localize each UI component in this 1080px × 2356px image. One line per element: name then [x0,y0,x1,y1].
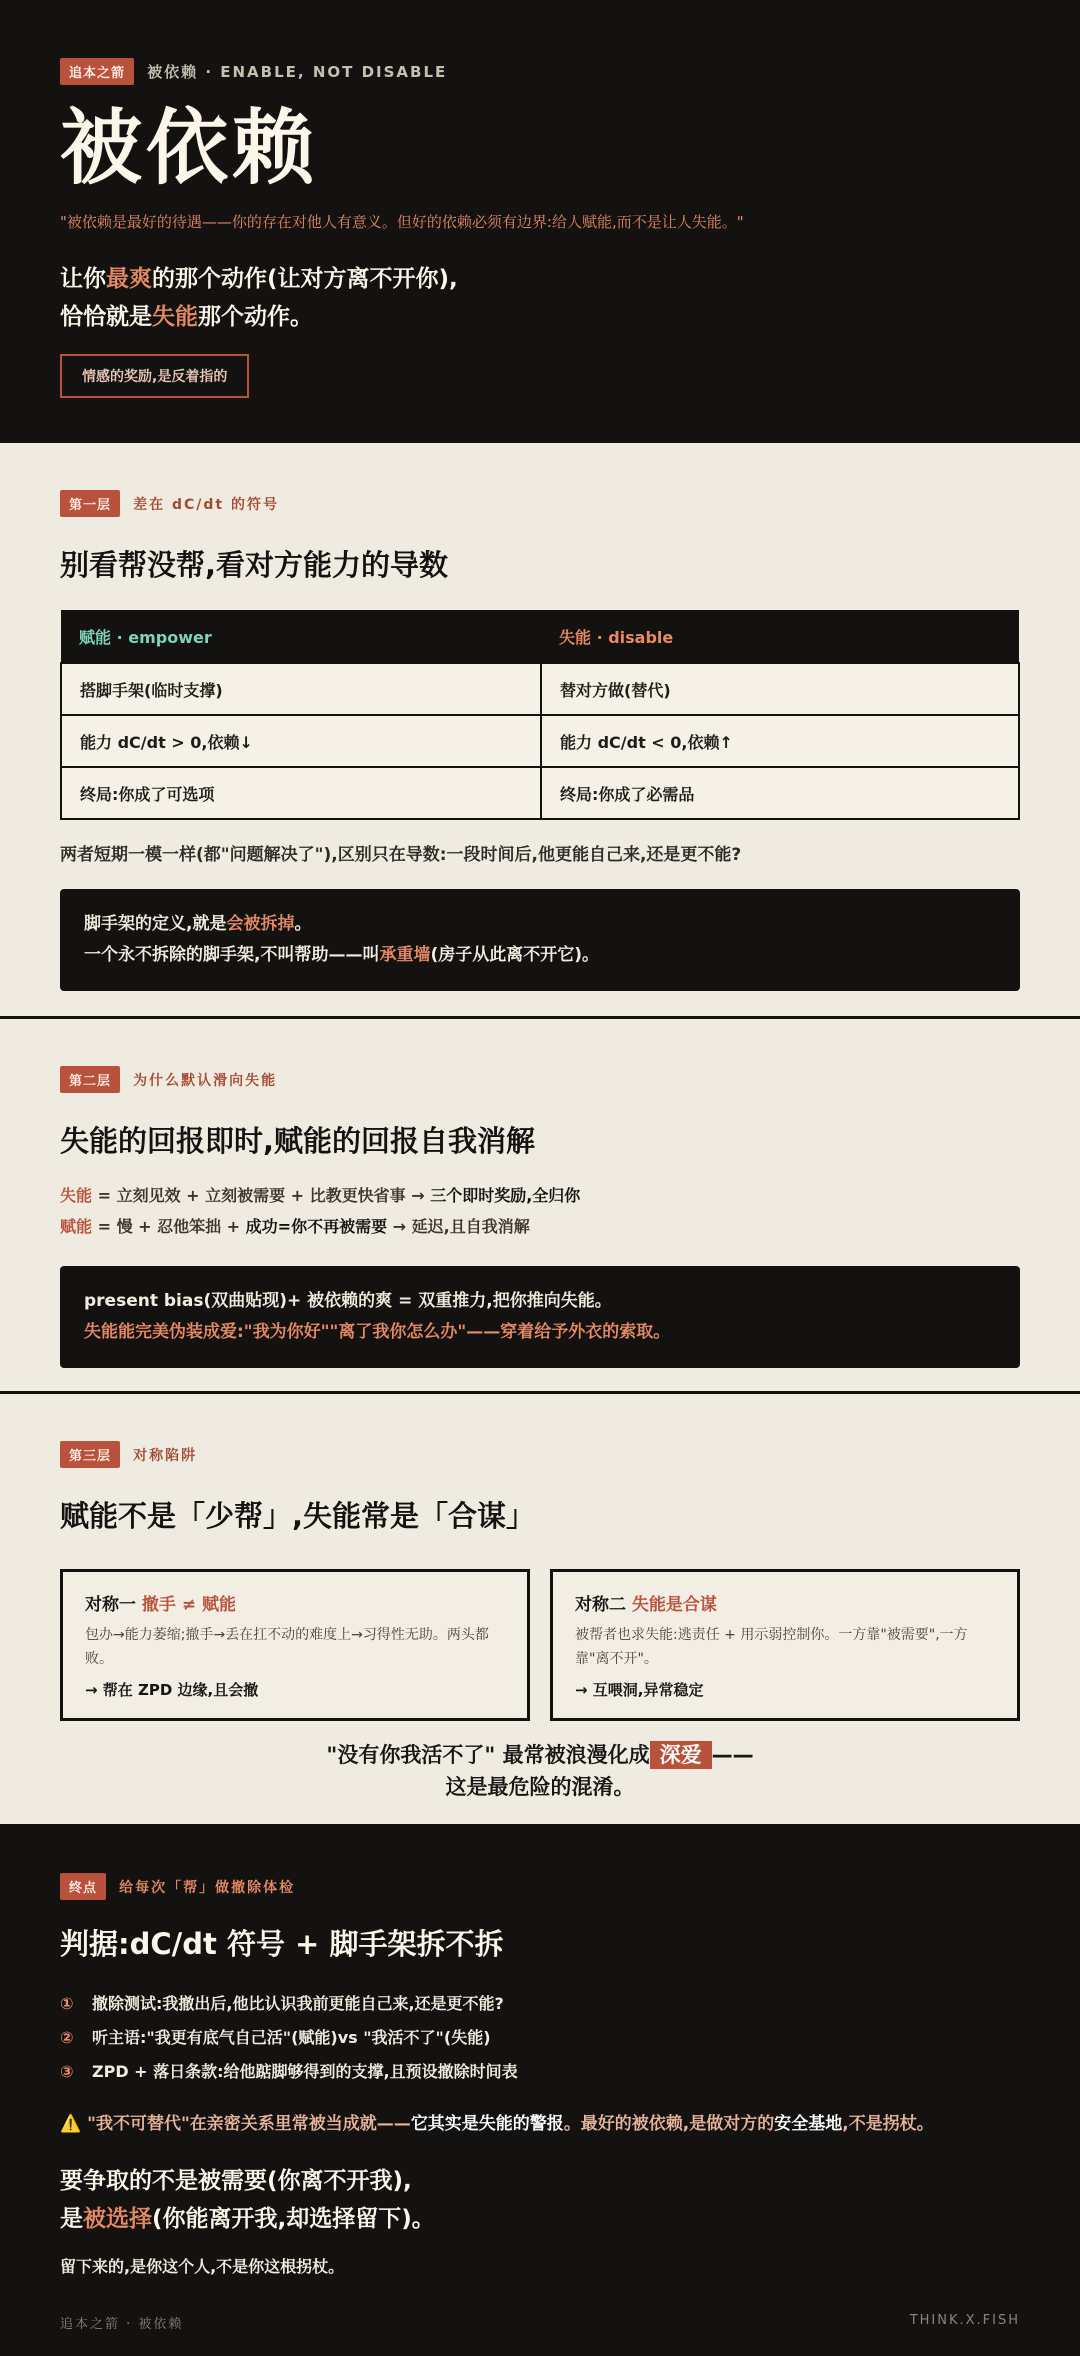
section-title: 失能的回报即时,赋能的回报自我消解 [60,1124,536,1158]
formula-text: = 立刻见效 + 立刻被需要 + 比教更快省事 → [92,1186,431,1205]
callout-text: 脚手架的定义,就是 [84,914,227,934]
section-kicker: 对称陷阱 [133,1448,198,1464]
card-title: 失能是合谋 [631,1595,717,1615]
section-kicker: 给每次「帮」做撤除体检 [119,1880,296,1896]
lead-text: 那个动作。 [198,304,313,330]
table-cell: 能力 dC/dt > 0,依赖↓ [61,715,541,767]
formula-text: = 慢 + 忍他笨拙 + [92,1217,246,1236]
card-label: 对称二 [575,1595,632,1615]
lead-text: 的那个动作(让对方离不开你), [152,266,458,292]
warning-emphasis: 安全基地 [774,2114,843,2134]
quote-text: —— [711,1743,754,1767]
callout-text: 一个永不拆除的脚手架,不叫帮助——叫 [84,945,380,965]
warning-text: ⚠️ "我不可替代"在亲密关系里常被当成就—— [60,2114,411,2134]
center-quote [60,1739,1020,1803]
formula-text: → 延迟,且自我消解 [387,1217,530,1236]
lead-highlight: 最爽 [106,266,152,292]
section-layer-2 [0,1019,1080,1391]
formula-term: 失能 [60,1186,93,1205]
quote-highlight: 深爱 [650,1741,712,1769]
final-section [0,1824,1080,2356]
section-title: 别看帮没帮,看对方能力的导数 [60,548,449,582]
section-tag: 第二层 [60,1066,120,1093]
step-text: ZPD + 落日条款:给他踮脚够得到的支撑,且预设撤除时间表 [92,2062,518,2081]
step-number: ③ [60,2062,74,2081]
card-result: → 互喂洞,异常稳定 [575,1681,704,1699]
warning-text: 。最好的被依赖,是做对方的 [563,2114,775,2134]
formula-result: 成功=你不再被需要 [245,1217,388,1236]
section-tag: 第一层 [60,490,120,517]
callout-highlight: 失能能完美伪装成爱:"我为你好""离了我你怎么办"——穿着给予外衣的索取。 [84,1322,671,1342]
quote-text: "没有你我活不了" 最常被浪漫化成 [326,1743,650,1767]
callout-box [60,889,1020,991]
hero-kicker: 被依赖 · ENABLE, NOT DISABLE [147,63,448,81]
footer [60,2313,1020,2332]
card-title: 撤手 ≠ 赋能 [141,1595,237,1615]
footer-brand: THINK.X.FISH [909,2313,1020,2328]
table-row [61,715,1019,767]
hero-header [60,58,1020,85]
callout-box [60,1266,1020,1368]
table-cell: 终局:你成了必需品 [541,767,1019,819]
hero-section [0,0,1080,443]
step-text: 听主语:"我更有底气自己活"(赋能)vs "我活不了"(失能) [92,2028,491,2047]
callout-text: present bias(双曲贴现)+ 被依赖的爽 = 双重推力,把你推向失能。 [84,1291,612,1311]
table-row [61,663,1019,715]
conclusion-text: 是 [60,2206,83,2232]
callout-text: 。 [294,914,312,934]
formula-result: 三个即时奖励,全归你 [430,1186,581,1205]
warning-line [60,2109,1020,2134]
section-kicker: 为什么默认滑向失能 [133,1073,278,1089]
page-title: 被依赖 [60,100,319,196]
list-item [60,1987,1020,2021]
list-item [60,2055,1020,2089]
table-row [61,767,1019,819]
closing-line: 留下来的,是你这个人,不是你这根拐杖。 [60,2257,345,2276]
card-description: 被帮者也求失能:逃责任 + 用示弱控制你。一方靠"被需要",一方靠"离不开"。 [575,1627,968,1667]
symmetry-card-1 [60,1569,530,1721]
callout-text: (房子从此离不开它)。 [430,945,600,965]
hero-lead [60,260,1020,336]
step-number: ① [60,1994,74,2013]
table-header-empower: 赋能 · empower [61,610,541,663]
card-label: 对称一 [85,1595,142,1615]
lead-text: 让你 [60,266,106,292]
table-cell: 能力 dC/dt < 0,依赖↑ [541,715,1019,767]
hero-quote: "被依赖是最好的待遇——你的存在对他人有意义。但好的依赖必须有边界:给人赋能,而不是让人失能。" [60,213,744,231]
checklist [60,1987,1020,2089]
section-tag: 终点 [60,1873,106,1900]
step-number: ② [60,2028,74,2047]
table-cell: 替对方做(替代) [541,663,1019,715]
footer-left: 追本之箭 · 被依赖 [60,2317,184,2332]
section-tag: 第三层 [60,1441,120,1468]
quote-text: 这是最危险的混淆。 [445,1775,635,1799]
list-item [60,2021,1020,2055]
step-text: 撤除测试:我撤出后,他比认识我前更能自己来,还是更不能? [92,1994,504,2013]
card-description: 包办→能力萎缩;撤手→丢在扛不动的难度上→习得性无助。两头都败。 [85,1627,489,1667]
conclusion [60,2162,1020,2238]
formula-term: 赋能 [60,1217,93,1236]
warning-text: ,不是拐杖。 [842,2114,934,2134]
section-kicker: 差在 dC/dt 的符号 [133,497,279,513]
formula-block [60,1180,1020,1242]
conclusion-highlight: 被选择 [83,2206,152,2232]
table-cell: 搭脚手架(临时支撑) [61,663,541,715]
callout-highlight: 会被拆掉 [226,914,295,934]
hero-badge-button[interactable]: 情感的奖励,是反着指的 [60,354,249,398]
table-cell: 终局:你成了可选项 [61,767,541,819]
lead-highlight: 失能 [152,304,198,330]
symmetry-card-2 [550,1569,1020,1721]
series-tag: 追本之箭 [60,58,134,85]
symmetry-cards [60,1569,1020,1721]
conclusion-text: (你能离开我,却选择留下)。 [152,2206,435,2232]
callout-highlight: 承重墙 [379,945,431,965]
section-layer-1 [0,443,1080,1016]
section-title: 赋能不是「少帮」,失能常是「合谋」 [60,1499,536,1533]
warning-emphasis: 它其实是失能的警报 [410,2114,564,2134]
conclusion-line: 要争取的不是被需要(你离不开我), [60,2168,412,2194]
compare-table [60,610,1020,820]
card-result: → 帮在 ZPD 边缘,且会撤 [85,1681,259,1699]
section-layer-3 [0,1394,1080,1824]
section-note: 两者短期一模一样(都"问题解决了"),区别只在导数:一段时间后,他更能自己来,还是更不能? [60,845,742,865]
table-header-disable: 失能 · disable [541,610,1019,663]
section-title: 判据:dC/dt 符号 + 脚手架拆不拆 [60,1927,504,1961]
lead-text: 恰恰就是 [60,304,152,330]
